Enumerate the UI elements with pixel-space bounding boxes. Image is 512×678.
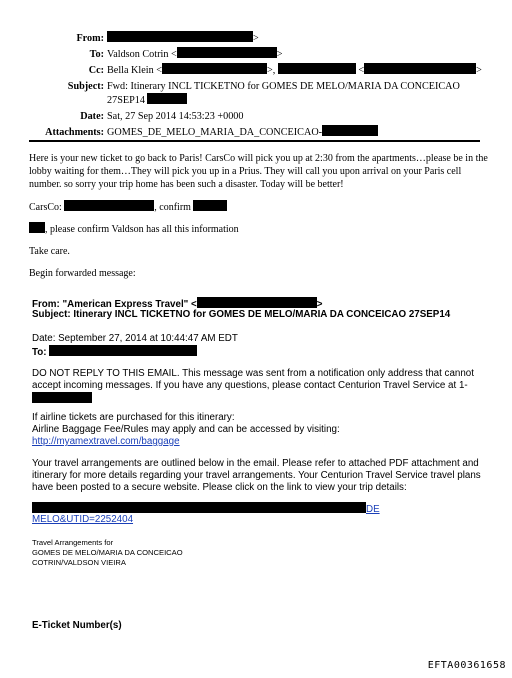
carsco-line — [29, 200, 489, 214]
trip-link-tail-1[interactable]: DE — [366, 504, 380, 515]
redaction — [29, 222, 45, 233]
redaction — [364, 63, 476, 74]
arrangements-paragraph: Your travel arrangements are outlined below in the email. Please refer to attached PDF attachment and itinerary for more details regarding your travel arrangements. Your Centurion Travel Service travel plans have been posted to a secure website. Please click on the link to view your trip details: — [32, 458, 481, 494]
header-cc-row: Cc: Bella Klein < >, < > — [0, 63, 512, 79]
attachments-label: Attachments: — [45, 127, 104, 138]
trip-link-tail-2[interactable]: MELO&UTID=2252404 — [32, 514, 134, 525]
please-confirm-line — [29, 222, 489, 236]
fwd-subject: Subject: Itinerary INCL TICKETNO for GOMES DE MELO/MARIA DA CONCEICAO 27SEP14 — [32, 309, 451, 320]
redaction — [64, 200, 154, 211]
fwd-to — [32, 345, 492, 359]
message-paragraph: Here is your new ticket to go back to Paris! CarsCo will pick you up at 2:30 from the apartments…please be in the lobby waiting for them…They will pick you up in a Prius. They will call you upon arrival on your Paris cell number. so sorry your trip home has been such a disaster. Today will be better! — [29, 153, 488, 190]
redaction — [32, 502, 366, 513]
subject-value-2: 27SEP14 — [107, 95, 145, 106]
fwd-from-text: From: "American Express Travel" < — [32, 299, 197, 310]
do-not-reply-notice — [32, 368, 492, 407]
take-care: Take care. — [29, 246, 70, 257]
header-date-row — [0, 109, 512, 125]
travel-arrangements-for: Travel Arrangements for — [32, 538, 114, 547]
date-value: Sat, 27 Sep 2014 14:53:23 +0000 — [107, 111, 244, 122]
baggage-link[interactable]: http://myamextravel.com/baggage — [32, 436, 180, 447]
fwd-date: Date: September 27, 2014 at 10:44:47 AM EDT — [32, 333, 238, 344]
traveler-1: GOMES DE MELO/MARIA DA CONCEICAO — [32, 548, 183, 557]
cc-label: Cc: — [88, 65, 104, 76]
subject-label: Subject: — [67, 81, 104, 92]
redaction — [322, 125, 378, 136]
redaction — [197, 297, 317, 308]
header-subject-row — [0, 79, 512, 95]
fwd-to-label: To: — [32, 347, 47, 358]
from-label: From: — [76, 33, 104, 44]
header-subject-row-2 — [0, 95, 512, 109]
to-value: Valdson Cotrin < — [107, 49, 177, 60]
redaction — [147, 93, 187, 104]
redaction — [32, 392, 92, 403]
airline-line-1: If airline tickets are purchased for this itinerary: — [32, 412, 235, 423]
carsco-label: CarsCo: — [29, 202, 62, 213]
to-label: To: — [89, 49, 104, 60]
fwd-from: From: "American Express Travel" < > — [32, 299, 323, 310]
header-from-row: From: > — [0, 31, 512, 47]
traveler-2: COTRIN/VALDSON VIEIRA — [32, 558, 126, 567]
redaction — [107, 31, 253, 42]
please-confirm-text: , please confirm Valdson has all this information — [45, 224, 239, 235]
redaction — [193, 200, 227, 211]
redaction — [177, 47, 277, 58]
cc-value: Bella Klein < — [107, 65, 162, 76]
begin-forwarded: Begin forwarded message: — [29, 268, 136, 279]
attachment-link[interactable]: GOMES_DE_MELO_MARIA_DA_CONCEICAO- — [107, 127, 323, 138]
email-header — [0, 31, 512, 141]
redaction — [49, 345, 197, 356]
document-id: EFTA00361658 — [427, 660, 506, 671]
header-attachments-row — [0, 125, 512, 141]
subject-value: Fwd: Itinerary INCL TICKETNO for GOMES DE MELO/MARIA DA CONCEICAO — [107, 81, 460, 92]
header-to-row: To: Valdson Cotrin < > — [0, 47, 512, 63]
date-label: Date: — [80, 111, 104, 122]
airline-line-2: Airline Baggage Fee/Rules may apply and can be accessed by visiting: — [32, 424, 340, 435]
redaction — [278, 63, 356, 74]
header-divider — [29, 140, 480, 142]
redaction — [162, 63, 267, 74]
notice-text: DO NOT REPLY TO THIS EMAIL. This message was sent from a notification only address that cannot accept incoming messages. If you have any questions, please contact Centurion Travel Service at 1- — [32, 368, 474, 392]
confirm-text: , confirm — [154, 202, 191, 213]
eticket-heading: E-Ticket Number(s) — [32, 620, 122, 631]
